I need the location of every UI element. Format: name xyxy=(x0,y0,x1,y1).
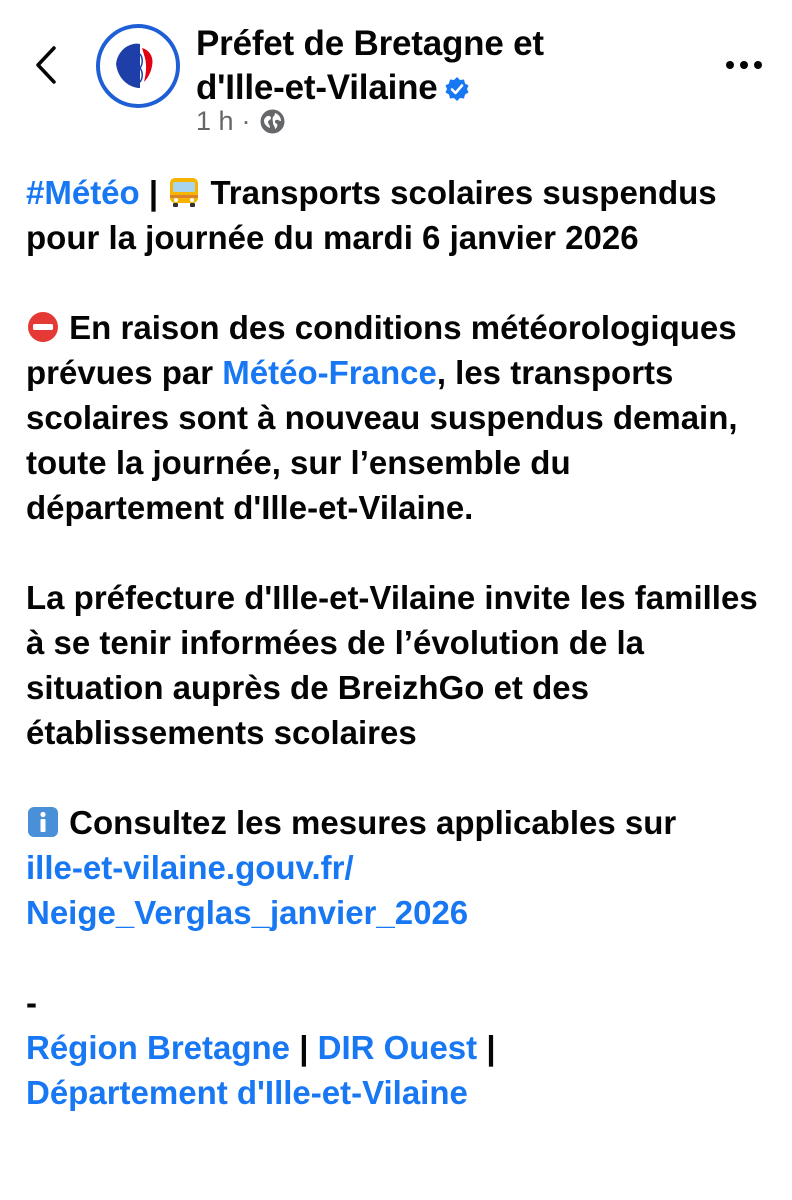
page-name-line1[interactable]: Préfet de Bretagne et xyxy=(196,24,544,63)
post-paragraph-invitation: La préfecture d'Ille-et-Vilaine invite les familles à se tenir informées de l’évolution de la situation auprès de BreizhGo et des établissements scolaires xyxy=(26,579,758,751)
page-name[interactable] xyxy=(196,22,636,110)
post-time[interactable]: 1 h xyxy=(196,106,234,136)
suspension-text-after: , les transports scolaires sont à nouveau suspendus demain, toute la journée, sur l’ensemble du département d'Ille-et-Vilaine. xyxy=(26,354,738,526)
meteo-france-link[interactable]: Météo-France xyxy=(222,354,437,391)
globe-icon xyxy=(259,108,286,135)
post-header xyxy=(0,0,792,160)
bus-icon xyxy=(167,175,201,209)
title-separator: | xyxy=(139,174,168,211)
hashtag-link[interactable]: #Météo xyxy=(26,174,140,211)
no-entry-icon xyxy=(26,310,60,344)
title-text: Transports scolaires suspendus pour la journée du mardi 6 janvier 2026 xyxy=(26,174,717,256)
departement-link[interactable]: Département d'Ille-et-Vilaine xyxy=(26,1074,468,1111)
info-text: Consultez les mesures applicables sur xyxy=(60,804,677,841)
page-name-line2[interactable]: d'Ille-et-Vilaine xyxy=(196,68,438,107)
ellipsis-icon[interactable] xyxy=(722,50,766,80)
region-bretagne-link[interactable]: Région Bretagne xyxy=(26,1029,291,1066)
mentions-separator-2: | xyxy=(477,1029,496,1066)
post-paragraph-suspension xyxy=(26,305,768,530)
post-body xyxy=(26,170,768,1115)
post-paragraph-title xyxy=(26,170,768,260)
mentions-dash: - xyxy=(26,984,37,1021)
chevron-left-icon[interactable] xyxy=(28,40,64,90)
post-paragraph-info xyxy=(26,800,768,935)
gov-link-line2[interactable]: Neige_Verglas_janvier_2026 xyxy=(26,894,469,931)
gov-link-line1[interactable]: ille-et-vilaine.gouv.fr/ xyxy=(26,849,354,886)
verified-badge-icon xyxy=(444,76,470,102)
avatar[interactable] xyxy=(96,24,180,108)
post-paragraph-mentions xyxy=(26,980,768,1115)
information-icon xyxy=(26,805,60,839)
dir-ouest-link[interactable]: DIR Ouest xyxy=(317,1029,478,1066)
mentions-separator-1: | xyxy=(290,1029,318,1066)
post-meta xyxy=(196,106,286,137)
meta-separator: · xyxy=(241,106,251,136)
suspension-text-before: En raison des conditions météorologiques prévues par xyxy=(26,309,737,391)
